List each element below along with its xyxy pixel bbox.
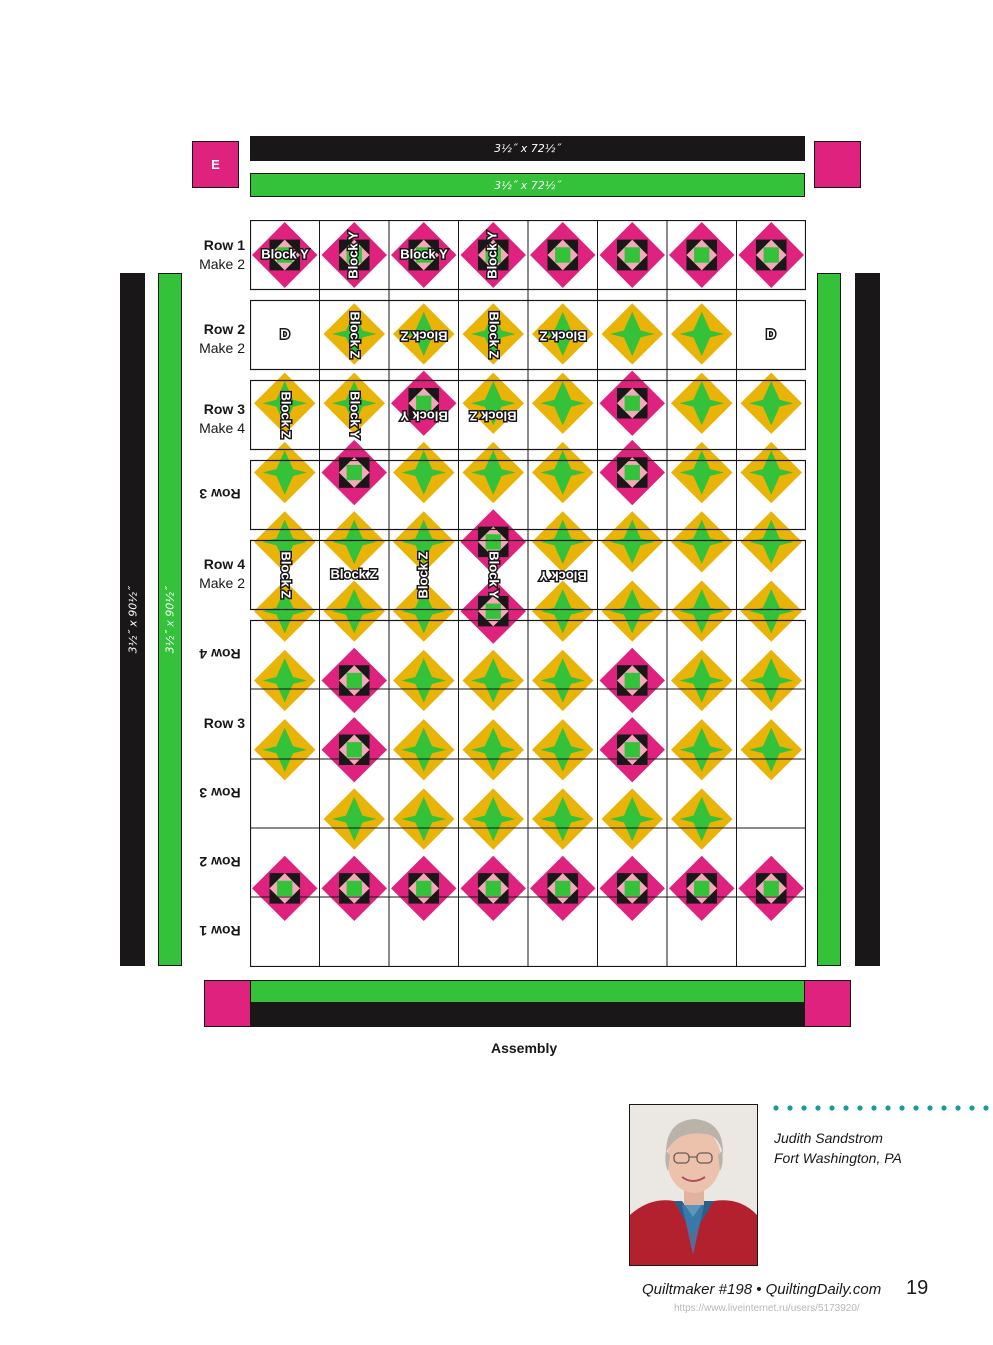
quilt-block-r7-c2-green-center [347,673,362,688]
designer-location: Fort Washington, PA [774,1150,902,1166]
quilt-block-r1-c5-green-center [555,247,570,262]
corner-square-e [192,141,239,188]
quilt-block-r10-c6-green-center [625,881,640,896]
quilt-block-r4-c6-green-center [625,465,640,480]
bottom-green-border [250,980,805,1003]
label-block-y-5: Block Y [347,391,363,439]
label-d-right: D [766,326,776,342]
teal-dot [885,1105,890,1110]
bottom-black-border [250,1003,805,1027]
quilt-block-r10-c8-green-center [764,881,779,896]
corner-square-top-right [814,141,861,188]
teal-dot [955,1105,960,1110]
quilt-block-r10-c2-green-center [347,881,362,896]
designer-credit [774,1128,902,1168]
row-label-6-rotated: Row 4 [199,646,241,662]
corner-square-bottom-left [204,980,251,1027]
quilt-block-r10-c1-green-center [277,881,292,896]
row-label-3: Row 3 Make 4 [199,401,245,436]
right-green-border [817,273,841,966]
top-black-border-label: 3½˝ x 72½˝ [494,142,561,155]
teal-dot [899,1105,904,1110]
row-label-5: Row 4 Make 2 [199,556,245,591]
watermark-url: https://www.liveinternet.ru/users/5173920/ [674,1303,860,1314]
quilt-block-r7-c6-green-center [625,673,640,688]
designer-portrait-image [630,1105,757,1265]
label-block-z-6: Block Z [469,408,517,424]
quilt-block-r10-c5-green-center [555,881,570,896]
label-block-y-4: Block Y [484,231,500,279]
teal-dot [857,1105,862,1110]
quilt-block-r8-c2-green-center [347,742,362,757]
row-label-8-rotated: Row 3 [199,785,241,801]
label-block-y-1: Block Y [261,246,309,262]
teal-dot [983,1105,988,1110]
label-block-z-4: Block Z [539,328,587,344]
quilt-block-r5-c4-green-center [486,534,501,549]
decorative-dotted-line [770,1100,993,1116]
teal-dot [969,1105,974,1110]
row-label-2: Row 2 Make 2 [199,321,245,356]
quilt-assembly-diagram [250,220,806,967]
label-block-z-7: Block Z [278,551,294,599]
quilt-block-r10-c3-green-center [416,881,431,896]
teal-dot [801,1105,806,1110]
label-block-z-3: Block Z [486,311,502,359]
corner-letter: E [211,157,220,172]
teal-dot [871,1105,876,1110]
publication-footer: Quiltmaker #198 • QuiltingDaily.com [642,1281,882,1298]
right-black-border [855,273,880,966]
row-label-4-rotated: Row 3 [199,486,241,502]
quilt-block-r1-c7-green-center [694,247,709,262]
teal-dot [815,1105,820,1110]
label-block-z-8: Block Z [330,566,378,582]
designer-name: Judith Sandstrom [774,1130,883,1146]
label-d-left: D [280,326,290,342]
label-block-y-6: Block Y [400,408,448,424]
label-block-z-2: Block Z [400,328,448,344]
designer-photo [629,1104,758,1266]
quilt-block-r1-c8-green-center [764,247,779,262]
quilt-block-r10-c4-green-center [486,881,501,896]
top-black-border [250,136,805,161]
left-black-border-label: 3½˝ x 90½˝ [126,586,140,654]
label-block-y-2: Block Y [345,231,361,279]
corner-square-bottom-right [804,980,851,1027]
quilt-block-r8-c6-green-center [625,742,640,757]
quilt-block-r3-c6-green-center [625,396,640,411]
label-block-y-3: Block Y [400,246,448,262]
label-block-z-5: Block Z [278,391,294,439]
label-block-z-1: Block Z [347,311,363,359]
top-green-border-label: 3½˝ x 72½˝ [494,178,561,192]
label-block-y-7: Block Y [486,551,502,599]
label-block-y-8: Block Y [539,568,587,584]
top-green-border [250,173,805,197]
teal-dot [941,1105,946,1110]
teal-dot [829,1105,834,1110]
teal-dot [787,1105,792,1110]
label-block-z-9: Block Z [415,551,431,599]
row-label-7: Row 3 [203,715,245,731]
teal-dot [843,1105,848,1110]
assembly-caption: Assembly [491,1040,558,1056]
teal-dot [927,1105,932,1110]
left-green-border-label: 3½˝ x 90½˝ [163,586,177,654]
quilt-block-r1-c6-green-center [625,247,640,262]
row-label-10-rotated: Row 1 [199,923,241,939]
quilt-block-r4-c2-green-center [347,465,362,480]
row-label-1: Row 1 Make 2 [199,237,245,272]
quilt-block-r10-c7-green-center [694,881,709,896]
quilt-block-r6-c4-green-center [486,604,501,619]
teal-dot [773,1105,778,1110]
page-number: 19 [906,1277,929,1299]
row-label-9-rotated: Row 2 [199,854,241,870]
teal-dot [913,1105,918,1110]
